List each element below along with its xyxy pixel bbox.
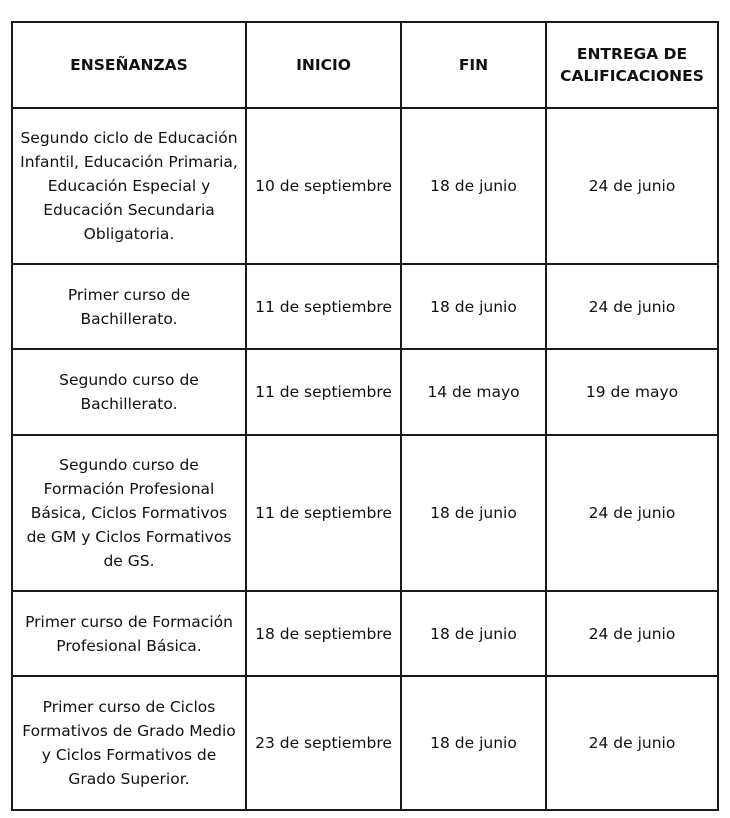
table-row [12,108,718,264]
header-inicio: INICIO [246,22,401,108]
cell-inicio: 18 de septiembre [246,591,401,676]
cell-entrega: 24 de junio [546,676,718,810]
cell-ensenanza: Primer curso de Ciclos Formativos de Grado Medio y Ciclos Formativos de Grado Superior. [12,676,246,810]
table-row [12,349,718,435]
cell-entrega: 19 de mayo [546,349,718,435]
cell-ensenanza: Segundo curso de Bachillerato. [12,349,246,435]
cell-fin: 18 de junio [401,676,546,810]
cell-inicio: 23 de septiembre [246,676,401,810]
header-entrega: ENTREGA DE CALIFICACIONES [546,22,718,108]
cell-ensenanza: Primer curso de Formación Profesional Básica. [12,591,246,676]
table-row [12,591,718,676]
cell-inicio: 11 de septiembre [246,264,401,349]
cell-ensenanza: Segundo ciclo de Educación Infantil, Educación Primaria, Educación Especial y Educación Secundaria Obligatoria. [12,108,246,264]
calendar-table [11,21,719,811]
cell-fin: 18 de junio [401,591,546,676]
cell-entrega: 24 de junio [546,591,718,676]
cell-fin: 18 de junio [401,108,546,264]
cell-entrega: 24 de junio [546,264,718,349]
cell-inicio: 10 de septiembre [246,108,401,264]
cell-fin: 18 de junio [401,264,546,349]
cell-fin: 14 de mayo [401,349,546,435]
cell-fin: 18 de junio [401,435,546,591]
table-row [12,264,718,349]
table-row [12,435,718,591]
header-ensenanzas: ENSEÑANZAS [12,22,246,108]
cell-entrega: 24 de junio [546,108,718,264]
cell-ensenanza: Segundo curso de Formación Profesional Básica, Ciclos Formativos de GM y Ciclos Formativos de GS. [12,435,246,591]
cell-inicio: 11 de septiembre [246,349,401,435]
cell-entrega: 24 de junio [546,435,718,591]
cell-ensenanza: Primer curso de Bachillerato. [12,264,246,349]
header-fin: FIN [401,22,546,108]
cell-inicio: 11 de septiembre [246,435,401,591]
table-header-row [12,22,718,108]
table-row [12,676,718,810]
